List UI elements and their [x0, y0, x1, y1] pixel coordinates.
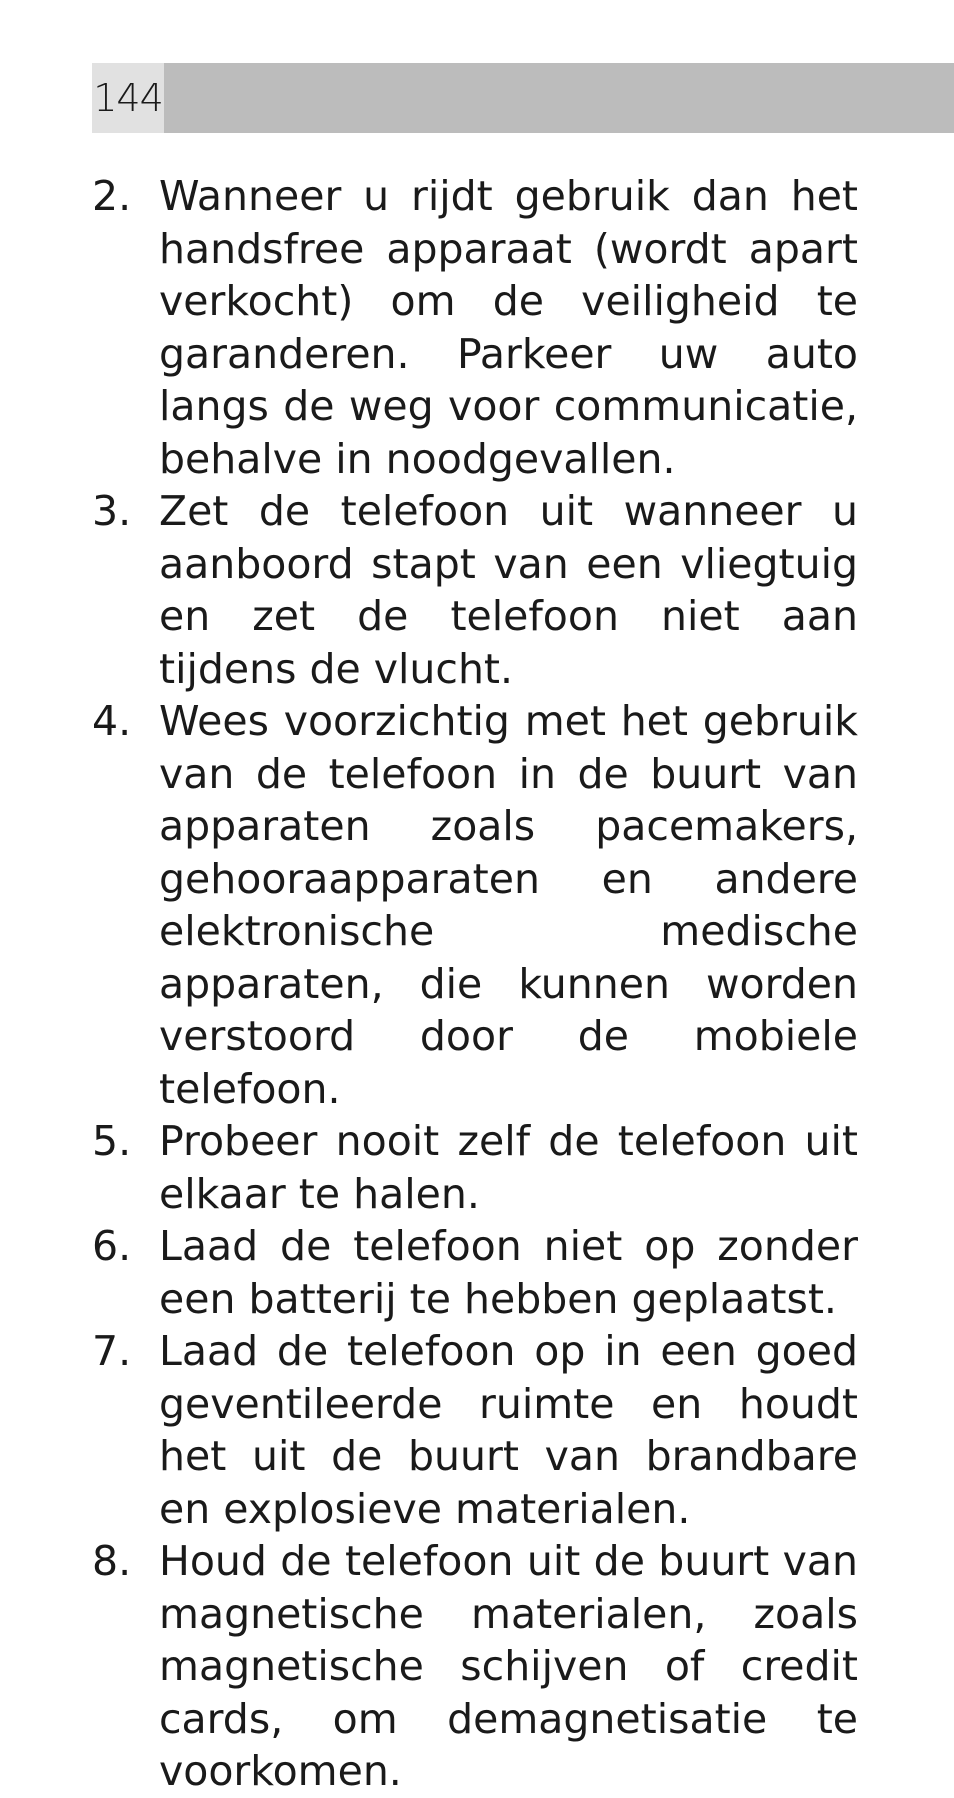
list-item-number: 4.: [92, 697, 132, 745]
list-item: [92, 695, 858, 1115]
list-item-text: Wanneer u rijdt gebruik dan het handsfree apparaat (wordt apart verkocht) om de veiligheid te garanderen. Parkeer uw auto langs de weg voor communicatie, behalve in noodgevallen.: [159, 172, 858, 483]
list-item-text: Zet de telefoon uit wanneer u aanboord stapt van een vliegtuig en zet de telefoon niet aan tijdens de vlucht.: [159, 487, 858, 693]
list-item-number: 6.: [92, 1222, 132, 1270]
list-item-text: Laad de telefoon op in een goed geventileerde ruimte en houdt het uit de buurt van brandbare en explosieve materialen.: [159, 1327, 858, 1533]
list-item-number: 3.: [92, 487, 132, 535]
list-item: [92, 485, 858, 695]
list-item-text: Houd de telefoon uit de buurt van magnetische materialen, zoals magnetische schijven of credit cards, om demagnetisatie te voorkomen.: [159, 1537, 858, 1795]
list-item-number: 2.: [92, 172, 132, 220]
list-item: [92, 1535, 858, 1798]
list-item: [92, 170, 858, 485]
list-item-text: Wees voorzichtig met het gebruik van de telefoon in de buurt van apparaten zoals pacemakers, gehooraapparaten en andere elektronische medische apparaten, die kunnen worden verstoord door de mobiele telefoon.: [159, 697, 858, 1113]
list-item-number: 8.: [92, 1537, 132, 1585]
list-item-text: Probeer nooit zelf de telefoon uit elkaar te halen.: [159, 1117, 858, 1218]
page-number: 144: [92, 63, 164, 133]
list-item: [92, 1115, 858, 1220]
list-item: [92, 1325, 858, 1535]
page-header-bar: [92, 63, 954, 133]
list-item-number: 7.: [92, 1327, 132, 1375]
list-item-number: 5.: [92, 1117, 132, 1165]
list-item-text: Laad de telefoon niet op zonder een batterij te hebben geplaatst.: [159, 1222, 858, 1323]
safety-instructions-list: [92, 170, 858, 1798]
list-item: [92, 1220, 858, 1325]
